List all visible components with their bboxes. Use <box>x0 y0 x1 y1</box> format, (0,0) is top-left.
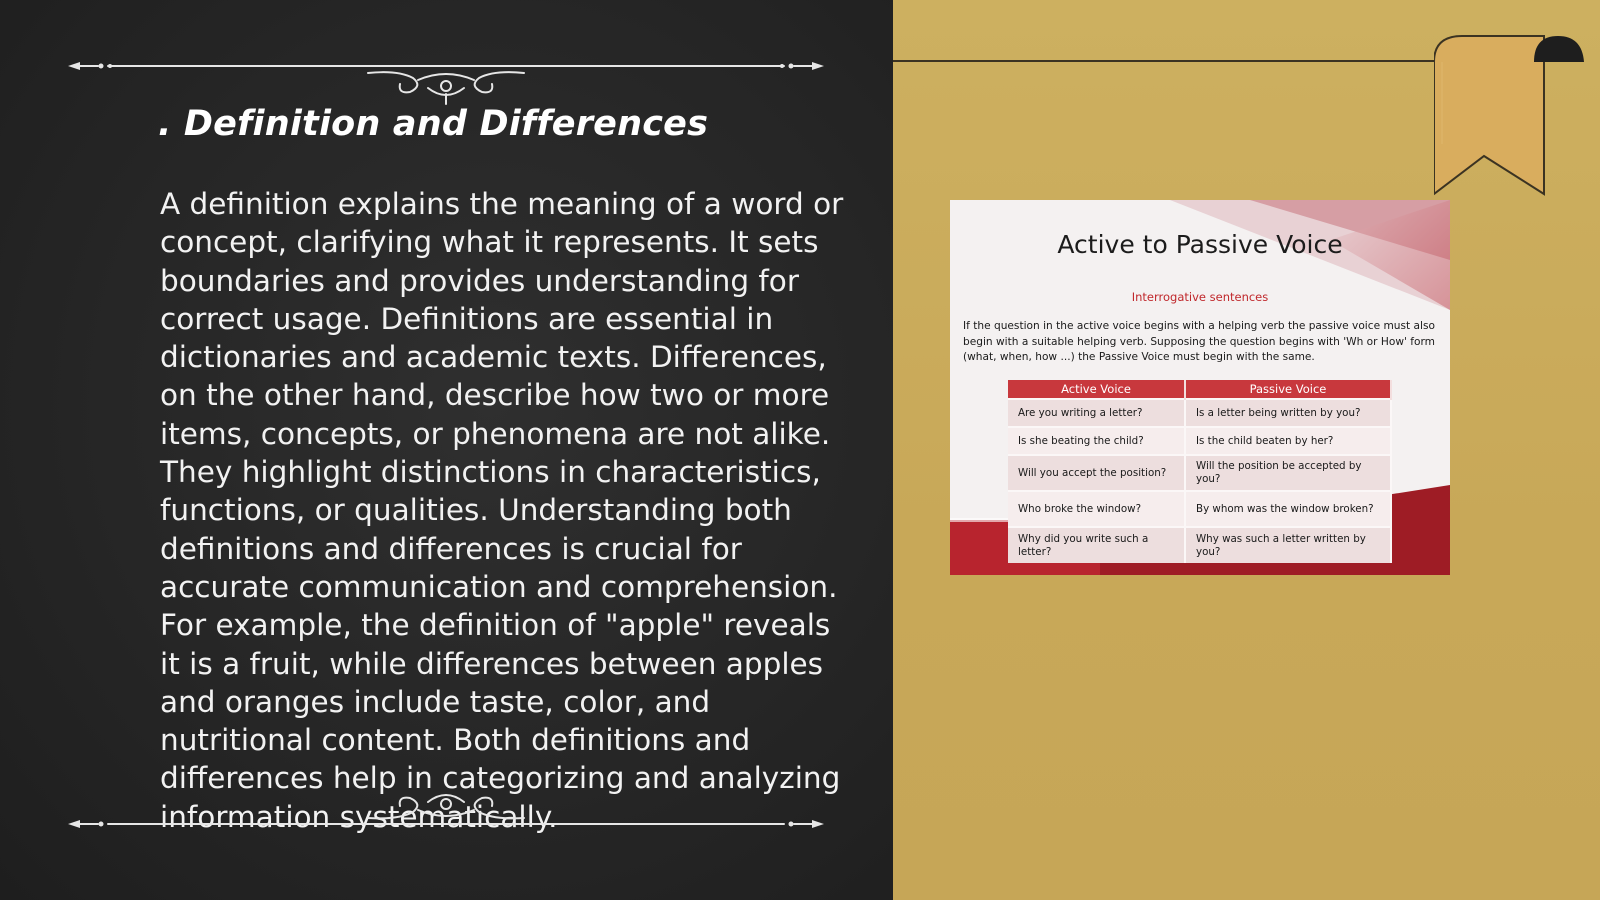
passive-cell: Is a letter being written by you? <box>1185 399 1391 427</box>
active-passive-voice-image <box>950 200 1450 575</box>
table-row <box>1008 527 1391 563</box>
slide-body-text: A definition explains the meaning of a word or concept, clarifying what it represents. It sets boundaries and provides understanding for correct usage. Definitions are essential in dictionaries and academic texts. Differences, on the other hand, describe how two or more items, concepts, or phenomena are not alike. They highlight distinctions in characteristics, functions, or qualities. Understanding both definitions and differences is crucial for accurate communication and comprehension. For example, the definition of "apple" reveals it is a fruit, while differences between apples and oranges include taste, color, and nutritional content. Both definitions and differences help in categorizing and analyzing information systematically. <box>160 187 844 834</box>
passive-cell: By whom was the window broken? <box>1185 491 1391 527</box>
thumbnail-title: Active to Passive Voice <box>1057 230 1343 259</box>
thumbnail-subtitle: Interrogative sentences <box>1131 290 1269 304</box>
active-cell: Who broke the window? <box>1008 491 1185 527</box>
table-row <box>1008 491 1391 527</box>
table-header-active: Active Voice <box>1008 380 1185 399</box>
table-row <box>1008 455 1391 491</box>
bookmark-ribbon-icon <box>1434 34 1584 199</box>
table-row <box>1008 399 1391 427</box>
active-cell: Is she beating the child? <box>1008 427 1185 455</box>
passive-cell: Is the child beaten by her? <box>1185 427 1391 455</box>
right-divider-line <box>893 60 1453 62</box>
active-cell: Why did you write such a letter? <box>1008 527 1185 563</box>
table-header-passive: Passive Voice <box>1185 380 1391 399</box>
slide-title: . Definition and Differences <box>158 104 709 144</box>
top-ornament-divider <box>68 56 824 106</box>
thumbnail-paragraph: If the question in the active voice begins with a helping verb the passive voice must also begin with a suitable helping verb. Supposing the question begins with 'Wh or How' form (what, when, how ...) the Passive Voice must begin with the same. <box>963 320 1435 363</box>
active-cell: Will you accept the position? <box>1008 455 1185 491</box>
passive-cell: Why was such a letter written by you? <box>1185 527 1391 563</box>
table-row <box>1008 427 1391 455</box>
voice-comparison-table <box>1008 380 1392 563</box>
passive-cell: Will the position be accepted by you? <box>1185 455 1391 491</box>
bottom-ornament-divider <box>68 788 824 838</box>
active-cell: Are you writing a letter? <box>1008 399 1185 427</box>
